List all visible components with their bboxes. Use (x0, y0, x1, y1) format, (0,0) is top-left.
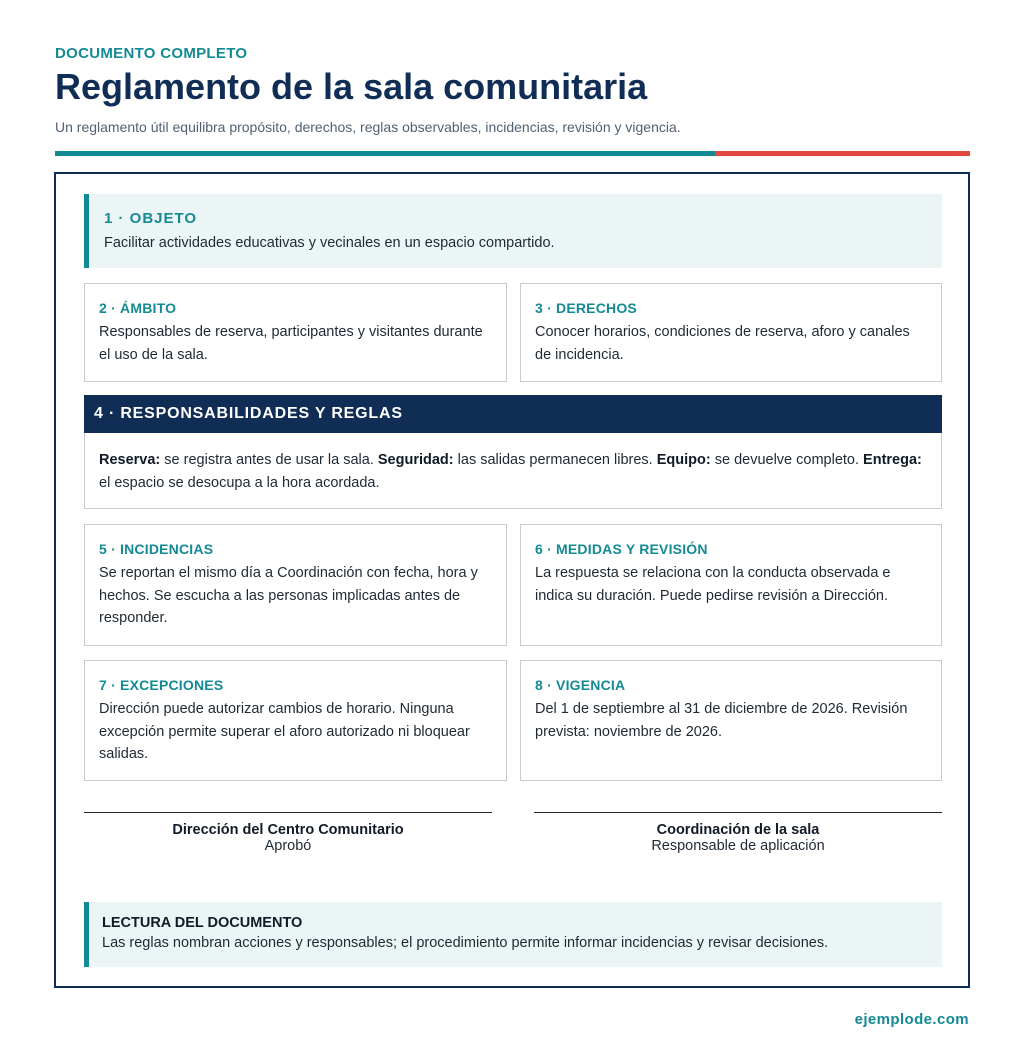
reading-text: Las reglas nombran acciones y responsables; el procedimiento permite informar incidencias y revisar decisiones. (102, 935, 829, 951)
page-subtitle: Un reglamento útil equilibra propósito, derechos, reglas observables, incidencias, revisión y vigencia. (55, 119, 681, 135)
section-reglas-body (84, 433, 942, 509)
page-title: Reglamento de la sala comunitaria (55, 66, 648, 107)
reading-heading: LECTURA DEL DOCUMENTO (102, 915, 303, 931)
section-heading: 6 · MEDIDAS Y REVISIÓN (535, 541, 708, 557)
section-text: Del 1 de septiembre al 31 de diciembre de 2026. Revisión prevista: noviembre de 2026. (535, 701, 908, 740)
section-reglas-heading: 4 · RESPONSABILIDADES Y REGLAS (84, 395, 942, 433)
section-text: Dirección puede autorizar cambios de horario. Ninguna excepción permite superar el aforo autorizado ni bloquear salidas. (99, 701, 470, 762)
rule-label-reserva: Reserva: (99, 452, 161, 468)
rule-text-entrega: el espacio se desocupa a la hora acordada. (99, 474, 380, 491)
rule-text-equipo: se devuelve completo. (710, 452, 864, 468)
section-text: Facilitar actividades educativas y vecinales en un espacio compartido. (104, 235, 555, 251)
document-kicker: DOCUMENTO COMPLETO (55, 45, 248, 62)
section-incidencias (84, 524, 507, 646)
section-heading: 1 · OBJETO (104, 210, 198, 227)
signature-name: Dirección del Centro Comunitario (172, 822, 404, 838)
signature-coordinacion (534, 812, 942, 854)
section-text: Responsables de reserva, participantes y visitantes durante el uso de la sala. (99, 324, 483, 363)
section-heading: 3 · DERECHOS (535, 300, 637, 316)
rule-text-seguridad: las salidas permanecen libres. (453, 452, 657, 468)
footer-brand: ejemplode.com (854, 1011, 969, 1028)
section-text: La respuesta se relaciona con la conducta observada e indica su duración. Puede pedirse revisión a Dirección. (535, 565, 891, 604)
section-text: Se reportan el mismo día a Coordinación con fecha, hora y hechos. Se escucha a las personas implicadas antes de responder. (99, 565, 478, 626)
section-text: Conocer horarios, condiciones de reserva, aforo y canales de incidencia. (535, 324, 910, 363)
rule-label-seguridad: Seguridad: (377, 452, 454, 468)
section-medidas (520, 524, 942, 646)
section-excepciones (84, 660, 507, 781)
section-objeto (84, 194, 942, 268)
signature-role: Responsable de aplicación (651, 838, 825, 854)
section-heading: 8 · VIGENCIA (535, 677, 626, 693)
rule-label-entrega: Entrega: (863, 452, 922, 468)
section-derechos (520, 283, 942, 382)
rule-label-equipo: Equipo: (656, 452, 711, 468)
section-heading: 5 · INCIDENCIAS (99, 541, 214, 557)
signature-role: Aprobó (264, 838, 312, 854)
document-frame (54, 172, 970, 988)
signature-name: Coordinación de la sala (656, 822, 820, 838)
header-divider (55, 151, 970, 156)
section-ambito (84, 283, 507, 382)
rule-text-reserva: se registra antes de usar la sala. (160, 452, 378, 468)
divider-red-segment (715, 151, 970, 156)
section-heading: 2 · ÁMBITO (99, 300, 177, 316)
section-heading: 7 · EXCEPCIONES (99, 677, 224, 693)
signature-direccion (84, 812, 492, 854)
reading-note (84, 902, 942, 967)
divider-teal-segment (55, 151, 715, 156)
section-vigencia (520, 660, 942, 781)
